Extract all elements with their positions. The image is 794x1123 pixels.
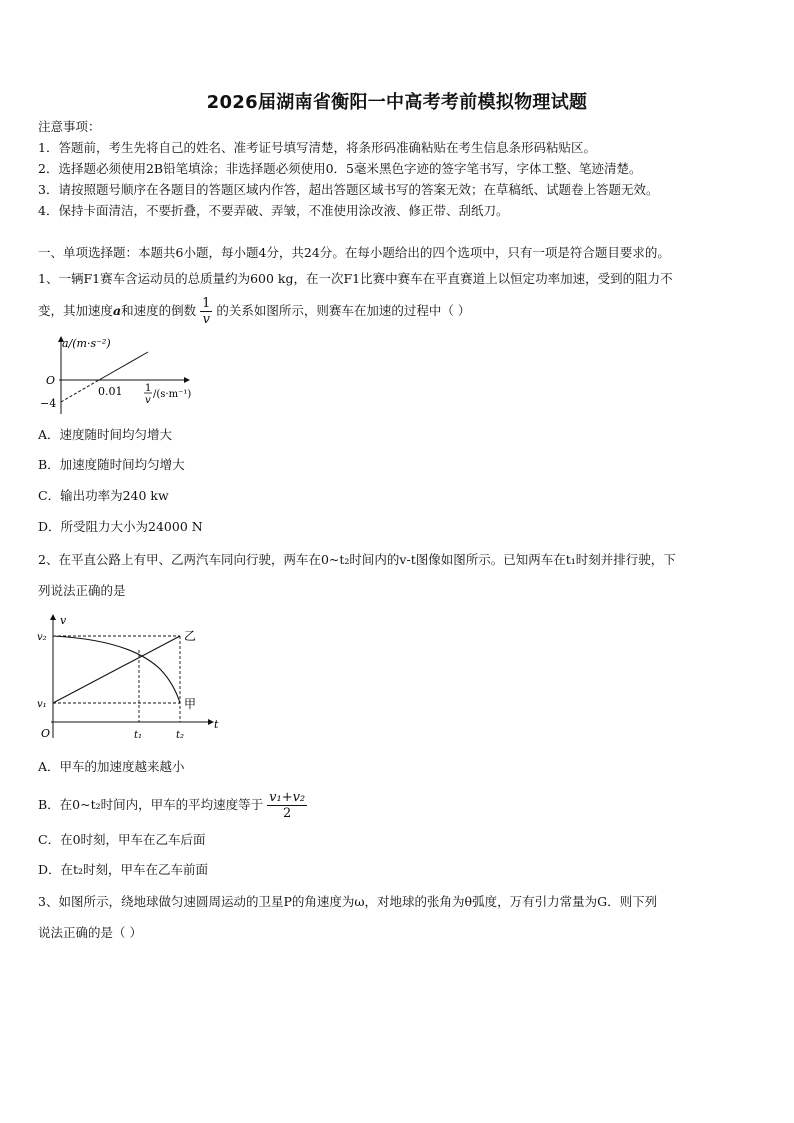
q2-v1-label: v₁ (37, 699, 47, 710)
notice-item-3: 3．请按照题号顺序在各题目的答题区域内作答，超出答题区域书写的答案无效；在草稿纸、试题卷上答题无效。 (38, 182, 659, 197)
notice-item-2: 2．选择题必须使用2B铅笔填涂；非选择题必须使用0．5毫米黑色字迹的签字笔书写，字体工整、笔迹清楚。 (38, 161, 642, 176)
q1-stem-line2: 变，其加速度a和速度的倒数 $\frac{1}{v}$ 的关系如图所示，则赛车在加速的过程中（ ） (38, 296, 471, 327)
q1-origin-label: O (46, 374, 56, 387)
q1-x-label-unit: /(s·m⁻¹) (153, 389, 192, 400)
q2-v2-label: v₂ (37, 632, 47, 643)
q1-x-intercept-label: 0.01 (98, 385, 123, 398)
average-velocity-fraction: $\frac{\text{v₁+v₂}}{2}$ (269, 790, 306, 821)
q2-option-b[interactable]: B．在0~t₂时间内，甲车的平均速度等于 $\frac{\text{v₁+v₂}}{2}$ (38, 790, 306, 821)
section-heading: 一、单项选择题：本题共6小题，每小题4分，共24分。在每小题给出的四个选项中，只有一项是符合题目要求的。 (38, 245, 670, 260)
q3-stem-line1: 3、如图所示，绕地球做匀速圆周运动的卫星P的角速度为ω，对地球的张角为θ弧度，万有引力常量为G．则下列 (38, 894, 658, 909)
notice-item-4: 4．保持卡面清洁，不要折叠，不要弄破、弄皱，不准使用涂改液、修正带、刮纸刀。 (38, 203, 509, 218)
q1-option-a[interactable]: A．速度随时间均匀增大 (38, 427, 173, 442)
q1-y-axis-label: a/(m·s⁻²) (62, 337, 111, 350)
reciprocal-v-fraction: $\frac{1}{v}$ (202, 296, 211, 327)
q2-t2-label: t₂ (176, 730, 185, 741)
q3-stem-line2: 说法正确的是（ ） (38, 925, 142, 940)
q2-car-yi-label: 乙 (184, 629, 197, 643)
q2-t1-label: t₁ (134, 730, 143, 741)
q1-option-d[interactable]: D．所受阻力大小为24000 N (38, 519, 203, 534)
q2-stem-line2: 列说法正确的是 (38, 583, 126, 598)
q1-stem-line1: 1、一辆F1赛车含运动员的总质量约为600 kg，在一次F1比赛中赛车在平直赛道上以恒定功率加速，受到的阻力不 (38, 271, 673, 286)
q2-option-d[interactable]: D．在t₂时刻，甲车在乙车前面 (38, 862, 209, 877)
q2-option-c[interactable]: C．在0时刻，甲车在乙车后面 (38, 832, 206, 847)
q2-x-axis-label: t (214, 718, 219, 731)
q2-car-jia-label: 甲 (184, 697, 197, 711)
q1-y-intercept-label: −4 (40, 397, 57, 410)
q1-a-vs-inverse-v-graph (36, 334, 236, 418)
q1-option-b[interactable]: B．加速度随时间均匀增大 (38, 457, 185, 472)
q1-option-c[interactable]: C．输出功率为240 kw (38, 488, 169, 503)
notice-heading: 注意事项： (38, 119, 101, 134)
q1-x-label-num: 1 (145, 383, 152, 394)
q2-option-a[interactable]: A．甲车的加速度越来越小 (38, 759, 185, 774)
q1-x-label-den: v (145, 395, 151, 406)
page-title: 2026届湖南省衡阳一中高考考前模拟物理试题 (206, 92, 588, 113)
q2-v-t-graph (36, 612, 226, 746)
notice-item-1: 1．答题前，考生先将自己的姓名、准考证号填写清楚，将条形码准确粘贴在考生信息条形码粘贴区。 (38, 140, 596, 155)
q2-y-axis-label: v (60, 614, 67, 627)
q2-origin-label: O (41, 727, 51, 740)
q2-stem-line1: 2、在平直公路上有甲、乙两汽车同向行驶，两车在0~t₂时间内的v-t图像如图所示。已知两车在t₁时刻并排行驶，下 (38, 552, 676, 567)
